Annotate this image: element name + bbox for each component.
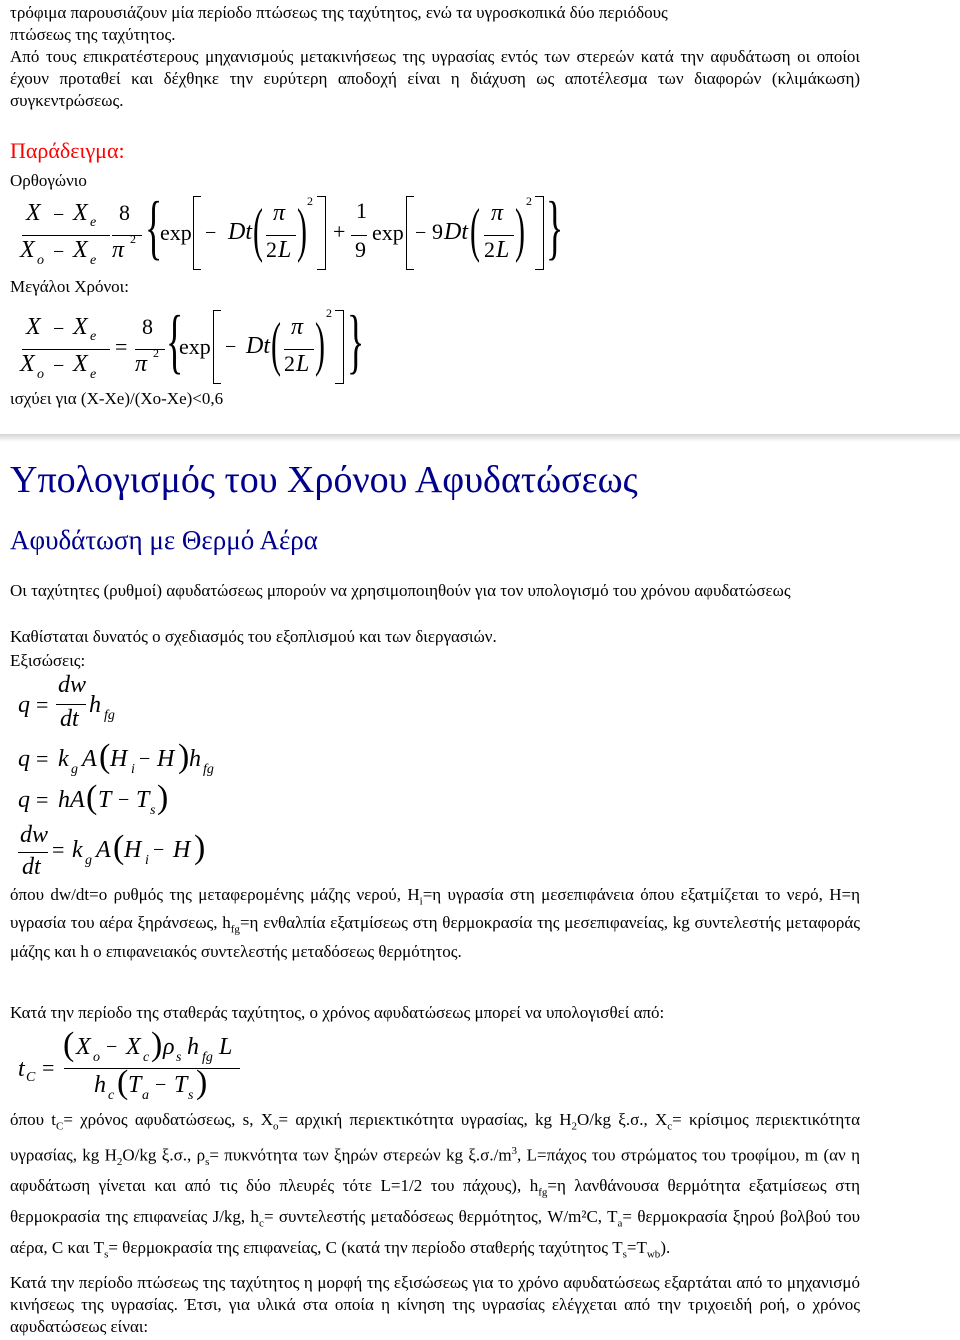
intro-paragraph: Από τους επικρατέστερους μηχανισμούς μετακινήσεως της υγρασίας εντός των στερεών κατά την αφυδάτωση οι οποίοι έχουν προταθεί και δέχθηκε την ευρύτερη αποδοχή είναι η διάχυση ως αποτέλεσμα των διαφορών (κλιμάκωση) συγκεντρώσεως. xyxy=(10,47,860,110)
equation-large-times: X − X e X o − X e = 8 π 2 { exp − Dt ( π 2 L ) 2 } xyxy=(20,301,365,382)
equations-label: Εξισώσεις: xyxy=(10,651,86,670)
rates-paragraph: Οι ταχύτητες (ρυθμοί) αφυδατώσεως μπορούν να χρησιμοποιηθούν για τον υπολογισμό του χρόνου αφυδατώσεως xyxy=(10,581,791,600)
constant-rate-intro: Κατά την περίοδο της σταθεράς ταχύτητος, ο χρόνος αφυδατώσεως μπορεί να υπολογισθεί από: xyxy=(10,1003,665,1022)
intro-line-2: πτώσεως της ταχύτητος. xyxy=(10,25,176,44)
tc-definitions-paragraph: όπου $t_C= \chi\rho ό\nu o\varsigma$ αφυδατώσεως, s, $X_o= \alpha\rho\chi\iota\kappa ή$ περιεκτικότητα υγρασίας, kg $H_2O/kg$ ξ.σ., $X_c= \kappa\rho ί\sigma\iota\mu o\varsigma$ περιεκτικότητα υγρασίας, kg $H_2O/kg$ ξ.σ., $\rho_s= \pi\upsilon\kappa\nu ό\tau\eta\tau\alpha$ των ξηρών στερεών kg $\xi.\sigma./m^3$, L=πάχος του στρώματος του τροφίμου, m (αν η αφυδάτωση γίνεται και από τις δύο πλευρές τότε L=1/2 του πάχους), $h_{fg}=\eta$ λανθάνουσα θερμότητα εξατμίσεως στη θερμοκρασία της επιφανείας J/kg, $h_c= \sigma\upsilon\nu\tau\varepsilon\lambda\varepsilon\sigma\tau ή\varsigma$ μεταδόσεως θερμότητος, W/m²C, $T_a= \theta\varepsilon\rho\mu o\kappa\rho\alpha\sigma ί\alpha$ ξηρού βολβού του αέρα, C και $T_s= \theta\varepsilon\rho\mu o\kappa\rho\alpha\sigma ί\alpha$ της επιφανείας, C (κατά την περίοδο σταθερής ταχύτητος $T_s=T_{wb}$). xyxy=(10,1110,861,1261)
falling-rate-paragraph: Κατά την περίοδο πτώσεως της ταχύτητος η μορφή της εξισώσεως για το χρόνο αφυδατώσεως εξαρτάται από το μηχανισμό κινήσεως της υγρασίας. Έτσι, για υλικά στα οποία η κίνηση της υγρασίας ελέγχεται από την τριχοειδή ροή, ο χρόνος αφυδατώσεως είναι: xyxy=(10,1273,860,1336)
equation-rectangle-series: X − X e X o − X e 8 π 2 { exp − Dt ( π 2 L ) 2 + 1 9 exp − 9 Dt ( π 2 L ) 2 } xyxy=(20,187,564,268)
definitions-paragraph: όπου dw/dt=ο ρυθμός της μεταφερομένης μάζης νερού, $H_i=\eta$ υγρασία στη μεσεπιφάνεια όπου εξατμίζεται το νερό, H=η υγρασία του αέρα ξηράνσεως, $h_{fg}=\eta$ ενθαλπία εξατμίσεως στη θερμοκρασία της μεσεπιφανείας, kg συντελεστής μεταφοράς μάζης και h ο επιφανειακός συντελεστής μεταδόσεως θερμότητος. xyxy=(10,885,860,961)
example-subheading: Ορθογώνιο xyxy=(10,171,87,190)
validity-note: ισχύει για (X-Xe)/(Xo-Xe)<0,6 xyxy=(10,389,224,408)
example-heading: Παράδειγμα: xyxy=(10,138,125,163)
equation-tc: t C = ( X o − X c ) ρ s h fg L h c ( T a − T s ) xyxy=(0,0,960,1100)
design-paragraph: Καθίσταται δυνατός ο σχεδιασμός του εξοπλισμού και των διεργασιών. xyxy=(10,627,497,646)
intro-line-1: τρόφιμα παρουσιάζουν μία περίοδο πτώσεως της ταχύτητος, ενώ τα υγροσκοπικά δύο περιόδους xyxy=(10,3,668,22)
section-title: Υπολογισμός του Χρόνου Αφυδατώσεως xyxy=(10,459,638,501)
subsection-title: Αφυδάτωση με Θερμό Αέρα xyxy=(10,525,318,555)
equations-block: q = dw dt h fg q = k g A ( H i − H ) h fg q = hA ( T − T s ) dw dt = k g A ( H i − H ) xyxy=(18,672,214,880)
large-times-label: Μεγάλοι Χρόνοι: xyxy=(10,277,129,296)
